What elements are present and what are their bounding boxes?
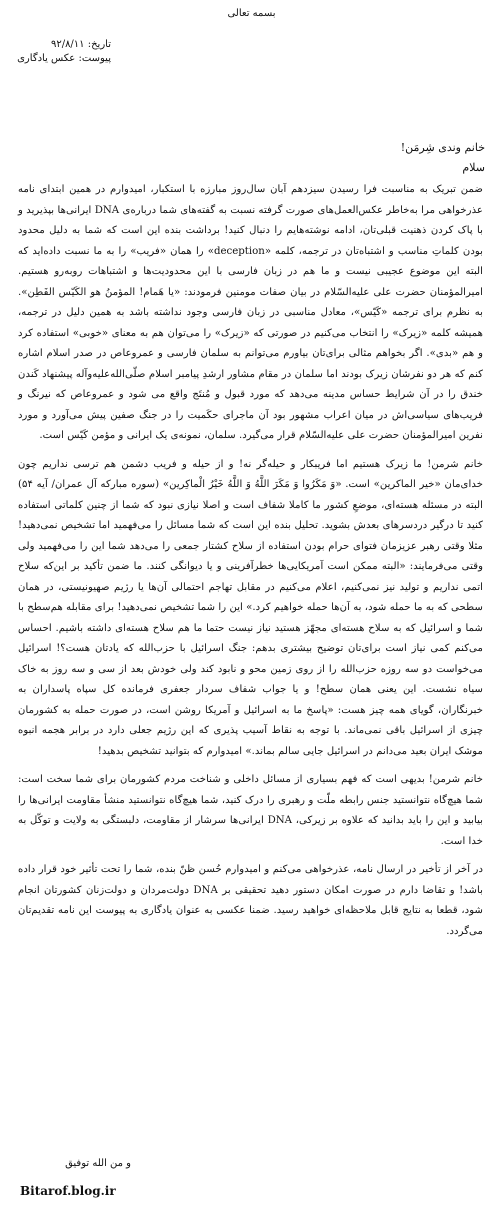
footer-site-url: Bitarof.blog.ir — [20, 1184, 116, 1198]
letter-date: تاریخ: ۹۲/۸/۱۱ — [50, 39, 111, 50]
signoff-line: و من الله توفیق — [65, 1158, 131, 1169]
greeting — [401, 138, 485, 178]
salutation-line: سلام — [462, 161, 485, 174]
letter-meta — [17, 38, 111, 66]
letter-attachment: پیوست: عکس یادگاری — [17, 53, 111, 64]
basmala-heading: بسمه تعالی — [227, 8, 276, 19]
body-paragraph: ضمن تبریک به مناسبت فرا رسیدن سیزدهم آبان سال‌روز مبارزه با استکبار، امیدوارم در همین ابتدای نامه عذرخواهی مرا به‌خاطر عکس‌العمل‌های صورت گرفته نسبت به گفته‌های شما درباره‌ی DNA ایرانی‌ها بپذیرید و با پاک کردن ذهنیت قبلی‌تان، ادامه نوشته‌هایم را دنبال کنید! برداشت بنده این است که شما به دلیل محدود بودن کلماتِ مناسب و اشتباه‌تان در ترجمه، کلمه «deception» را همان «فریب» را به ما نسبت داده‌اید که البته این موضوع عجیبی نیست و ما هم در زبان فارسی با این محدودیت‌ها و اشتباهات روبه‌رو هستیم. امیرالمؤمنان حضرت علی علیه‌السّلام در بیان صفات مومنین فرمودند: «یا هَمام! المؤمنُ هو الکَیّس الفَطِن». به نظرم برای ترجمه «کَیّس»، معادل مناسبی در زبان فارسی وجود نداشته باشد به همین دلیل در ترجمه، همیشه کلمه «زیرک» را انتخاب می‌کنیم در صورتی که «زیرک» را می‌توان هم به معنای «خوبی» استفاده کرد و هم «بدی». اگر بخواهم مثالی برای‌تان بیاورم می‌توانم به سلمان فارسی و عمروعاص در صدر اسلام اشاره کنم که هر دو نفرشان زیرک بودند اما سلمان در مقام مشاور ارشدِ پیامبر اسلام صلّی‌الله‌علیه‌وآله پیشنهاد کَندن خندق را در آن شرایط حساس مدینه می‌دهد که مورد قبول و مُنتَج واقع می شود و عمروعاص که نیرنگ و فریب‌های سیاسی‌اش در میان اعراب مشهور بود آن ماجرای حکَمیت را در جنگ صفین پیش می‌آورد و مورد نفرین امیرالمؤمنان حضرت علی علیه‌السّلام قرار می‌گیرد. سلمان، نمونه‌ی یک ایرانی و مؤمن کَیّس است. — [18, 184, 484, 441]
addressee-line: خانم وندی شِرمَن! — [400, 141, 485, 154]
body-paragraph: خانم شرمن! ما زیرک هستیم اما فریبکار و حیله‌گر نه! و از حیله و فریب دشمن هم ترسی نداریم چون خدای‌مان «خیر الماکرین» است. «وَ مَکَرُوا وَ مَکَرَ اللَّهُ وَ اللَّهُ خَیْرُ الْماکِرین» (سوره مبارکه آل عمران/ آیه ۵۴) البته در مسئله هسته‌ای، موضعِ کشور ما کاملا شفاف است و اصلا نیازی نبود که شما از چنین کلماتی استفاده کنید تا درگیر دردسرهای بعدش بشوید. تحلیل بنده این است که شما مسائل را می‌فهمید اما تشخیص نمی‌دهید! مثلا وقتی رهبر عزیزمان فتوای حرام بودن استفاده از سلاح کشتار جمعی را می‌دهد شما این را می‌فهمید ولی وقتی می‌فرمایند: «البته ممکن است آمریکایی‌ها خطرآفرینی و یا دیوانگی کنند. ما ضمن تأکید بر این‌که سلاح اتمی نداریم و تولید نیز نمی‌کنیم، اعلام می‌کنیم در مقابل تهاجم احتمالی آن‌ها یا رژیم صهیونیستی، در همان سطحی که به ما حمله شود، به آن‌ها حمله خواهیم کرد.» این را شما تشخیص نمی‌دهید! برای مقابله هم‌سطح با شما و اسرائیل که به سلاح هسته‌ای مجهّز هستید نیاز نیست حتما ما هم سلاح هسته‌ای داشته باشیم. احساس می‌کنم کمی نیاز است برای‌تان توضیح بیشتری بدهم: جنگ اسرائیل با حزب‌الله که یادتان هست؟! اسرائیل می‌خواست دو سه روزه حزب‌الله را از روی زمین محو و نابود کند ولی خودش بعد از سی و سه روز به خاک سیاه نشست. این یعنی همان سطح! و یا جواب شفاف سردار جعفری فرمانده کل سپاه پاسداران به خبرنگاران، گویای همه چیز هست: «پاسخ ما به اسرائیل و آمریکا روشن است، در صورت حمله به کشورمان چیزی از اسرائیل باقی نمی‌ماند. با توجه به نقاط آسیب پذیری که این رژیم جعلی دارد در برابر هجمه انبوه موشک ایران بعید می‌دانم در اسرائیل جایی سالم بماند.» امیدوارم که بتوانید تشخیص بدهید! — [18, 458, 483, 757]
body-paragraph: خانم شرمن! بدیهی است که فهم بسیاری از مسائل داخلی و شناخت مردم کشورمان برای شما سخت است: شما هیچ‌گاه نتوانستید جنس رابطه ملّت و رهبری را درک کنید، شما هیچ‌گاه نتوانستید منشأ مقاومت ایرانی‌ها را بیابید و این را باید بدانید که علاوه بر زیرکی، DNA ایرانی‌ها سرشار از مقاومت، دلبستگی به ولایت و توکّل به خدا است. — [18, 774, 483, 847]
body-paragraph: در آخر از تأخیر در ارسال نامه، عذرخواهی می‌کنم و امیدوارم حُسن ظنّ بنده، شما را تحت تأثیر خود قرار داده باشد! و تقاضا دارم در صورت امکان دستور دهید تحقیقی بر DNA دولت‌مردان و دولت‌زنان کشورتان انجام شود، قطعا به نتایج قابل ملاحظه‌ای خواهید رسید. ضمنا عکسی به عنوان یادگاری به پیوست این نامه تقدیم‌تان می‌گردد. — [18, 864, 483, 937]
letter-body — [18, 180, 483, 950]
